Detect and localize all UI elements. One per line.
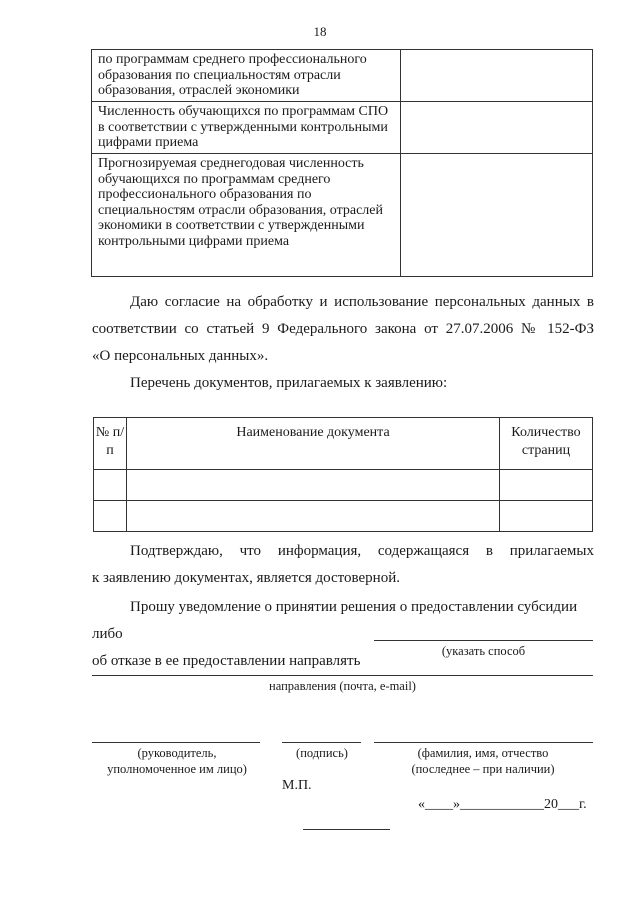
table-cell — [94, 470, 127, 501]
table-row — [92, 102, 593, 154]
head-caption-line-2: уполномоченное им лицо) — [107, 762, 247, 776]
delivery-method-line — [374, 640, 593, 641]
row-value — [401, 102, 593, 154]
confirm-line-1: Подтверждаю, что информация, содержащаяся в прилагаемых — [130, 543, 594, 559]
consent-line-1: Даю согласие на обработку и использование персональных данных в — [130, 294, 594, 310]
indicators-table — [91, 49, 593, 277]
table-cell — [500, 470, 593, 501]
table-header-row — [94, 418, 593, 470]
head-caption — [88, 745, 266, 777]
notify-paragraph — [92, 594, 594, 675]
docs-intro: Перечень документов, прилагаемых к заявлению: — [130, 375, 448, 391]
head-caption-line-1: (руководитель, — [137, 746, 217, 760]
date-field: «____»____________20___г. — [418, 797, 587, 812]
confirm-paragraph — [92, 538, 594, 592]
sign-line — [282, 742, 361, 743]
table-cell — [94, 501, 127, 532]
page-number: 18 — [313, 24, 327, 39]
head-signature-line — [92, 742, 260, 743]
sign-caption: (подпись) — [296, 746, 348, 760]
col-number-header: № п/п — [94, 418, 127, 470]
fio-caption-line-1: (фамилия, имя, отчество — [417, 746, 549, 760]
consent-line-2: соответствии со статьей 9 Федерального закона от 27.07.2006 № 152-ФЗ — [92, 321, 594, 337]
table-row — [92, 50, 593, 102]
fio-line — [374, 742, 593, 743]
row-label: по программам среднего профессионального образования по специальностям отрасли образования, отраслей экономики — [92, 50, 401, 102]
row-label: Прогнозируемая среднегодовая численность обучающихся по программам среднего профессионального образования по специальностям отрасли образования, отраслей экономики в соответствии с утвержденными контрольными цифрами приема — [92, 154, 401, 277]
notify-line-1: Прошу уведомление о принятии решения о предоставлении субсидии либо — [92, 599, 578, 642]
notify-line-2: об отказе в ее предоставлении направлять — [92, 653, 361, 669]
fio-caption — [388, 745, 578, 777]
table-cell — [127, 470, 500, 501]
fio-caption-line-2: (последнее – при наличии) — [411, 762, 555, 776]
consent-line-3: «О персональных данных». — [92, 348, 269, 364]
delivery-method-hint-2: направления (почта, e-mail) — [269, 679, 416, 693]
table-row — [92, 154, 593, 277]
row-label: Численность обучающихся по программам СПО в соответствии с утвержденными контрольными цифрами приема — [92, 102, 401, 154]
documents-table — [93, 417, 593, 532]
row-value — [401, 50, 593, 102]
col-pages-header: Количество страниц — [500, 418, 593, 470]
stamp-place: М.П. — [282, 778, 312, 793]
row-value — [401, 154, 593, 277]
col-name-header: Наименование документа — [127, 418, 500, 470]
consent-paragraph — [92, 289, 594, 370]
end-separator — [303, 829, 390, 830]
table-row — [94, 501, 593, 532]
delivery-method-hint: (указать способ — [441, 644, 526, 658]
confirm-line-2: к заявлению документах, является достоверной. — [92, 570, 400, 586]
table-cell — [127, 501, 500, 532]
table-cell — [500, 501, 593, 532]
table-row — [94, 470, 593, 501]
delivery-method-line-2 — [92, 675, 593, 676]
